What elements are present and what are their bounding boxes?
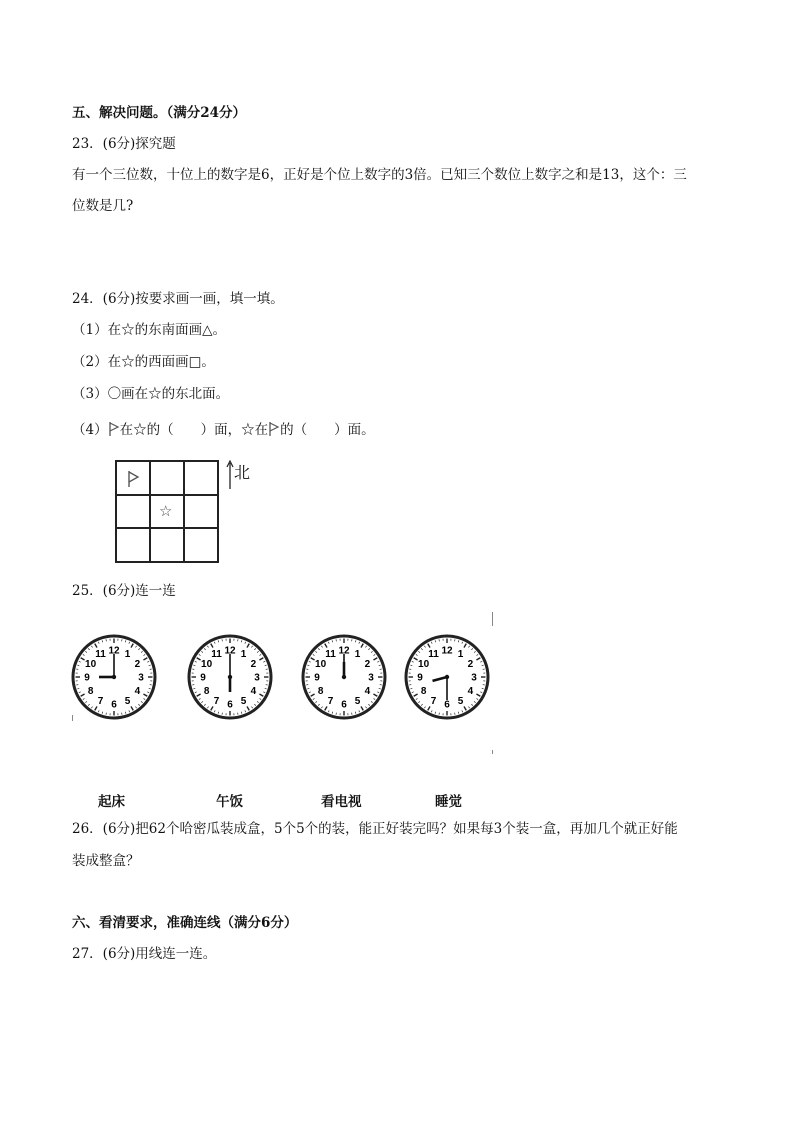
grid-cell <box>150 495 184 529</box>
clock-numeral: 8 <box>420 686 427 697</box>
q24-item4 <box>72 421 375 439</box>
clock-numeral: 10 <box>85 659 97 670</box>
grid-cell <box>116 461 150 495</box>
clock-numeral: 1 <box>240 649 247 661</box>
section5-title: 五、解决问题。（满分24分） <box>72 105 247 121</box>
q24-item4-prefix: （4） <box>72 422 108 438</box>
clock-center <box>228 675 232 679</box>
q26-line1: 26．(6分)把62个哈密瓜装成盒，5个5个的装，能正好装完吗？如果每3个装一盒，再加几个就正好能 <box>72 821 678 837</box>
clock-numeral: 4 <box>364 686 371 697</box>
clock-numeral: 5 <box>457 695 464 707</box>
clock-numeral: 9 <box>417 672 423 684</box>
clock-numeral: 1 <box>354 649 361 661</box>
clock-numeral: 7 <box>213 695 220 707</box>
clock-numeral: 8 <box>203 686 210 697</box>
grid-cell <box>150 528 184 562</box>
star-icon: ☆ <box>159 501 173 520</box>
clock-numeral: 2 <box>250 659 257 670</box>
clock-numeral: 8 <box>317 686 324 697</box>
clock-numeral: 6 <box>341 699 347 711</box>
clock-numeral: 11 <box>325 649 336 661</box>
clock-numeral: 12 <box>108 645 120 657</box>
clock-face <box>70 633 158 721</box>
clock-numeral: 9 <box>84 672 90 684</box>
clock-numeral: 6 <box>227 699 233 711</box>
clock-numeral: 5 <box>354 695 361 707</box>
clock-numeral: 10 <box>201 659 213 670</box>
grid-cell <box>184 461 218 495</box>
grid-cell <box>184 528 218 562</box>
clock-numeral: 2 <box>134 659 141 670</box>
clock-numeral: 3 <box>368 672 374 684</box>
q23-header: 23．(6分)探究题 <box>72 136 176 152</box>
north-label: 北 <box>234 463 251 482</box>
grid-cell <box>184 495 218 529</box>
flag-icon <box>108 421 120 437</box>
clock-numeral: 12 <box>338 645 350 657</box>
grid-cell <box>116 495 150 529</box>
clock-numeral: 10 <box>315 659 327 670</box>
flag-icon <box>127 470 141 488</box>
clock-numeral: 2 <box>364 659 371 670</box>
clock-center <box>342 675 346 679</box>
q24-item3: （3）〇画在☆的东北面。 <box>72 386 230 402</box>
clock-numeral: 11 <box>95 649 106 661</box>
q27-header: 27．(6分)用线连一连。 <box>72 946 217 962</box>
label-lunch: 午饭 <box>216 794 243 810</box>
label-sleep: 睡觉 <box>435 794 462 810</box>
label-getup: 起床 <box>98 794 125 810</box>
grid-cell <box>150 461 184 495</box>
clock-numeral: 6 <box>444 699 450 711</box>
clock-numeral: 5 <box>124 695 131 707</box>
north-indicator <box>226 460 250 490</box>
clock-numeral: 5 <box>240 695 247 707</box>
divider <box>492 750 493 754</box>
label-tv: 看电视 <box>321 794 362 810</box>
divider <box>492 612 493 626</box>
clock-numeral: 8 <box>87 686 94 697</box>
q24-item4-b: 的（ ）面。 <box>280 422 375 438</box>
direction-grid <box>115 460 219 563</box>
clock-numeral: 9 <box>314 672 320 684</box>
clock-face <box>186 633 274 721</box>
q26-line2: 装成整盒？ <box>72 853 140 869</box>
clock-numeral: 2 <box>467 659 474 670</box>
clock-numeral: 12 <box>224 645 236 657</box>
clock-numeral: 7 <box>327 695 334 707</box>
q23-line2: 位数是几? <box>72 198 134 214</box>
section6-title: 六、看清要求，准确连线（满分6分） <box>72 915 298 931</box>
clock-numeral: 7 <box>430 695 437 707</box>
clock-numeral: 3 <box>138 672 144 684</box>
q24-item4-a: 在☆的（ ）面，☆在 <box>119 422 269 438</box>
q25-header: 25．(6分)连一连 <box>72 583 176 599</box>
clock-numeral: 4 <box>134 686 141 697</box>
clock-center <box>445 675 449 679</box>
clock-numeral: 4 <box>467 686 474 697</box>
q24-header: 24．(6分)按要求画一画，填一填。 <box>72 291 284 307</box>
clock-numeral: 4 <box>250 686 257 697</box>
clock-numeral: 9 <box>200 672 206 684</box>
flag-icon <box>268 421 280 437</box>
clock-numeral: 1 <box>124 649 131 661</box>
grid-cell <box>116 528 150 562</box>
q24-item1: （1）在☆的东南面画△。 <box>72 322 226 338</box>
clock-numeral: 7 <box>97 695 104 707</box>
clock-numeral: 6 <box>111 699 117 711</box>
q24-item2: （2）在☆的西面画□。 <box>72 354 215 370</box>
clock-center <box>112 675 116 679</box>
clock-numeral: 3 <box>254 672 260 684</box>
north-arrow-icon <box>226 460 234 490</box>
clock-numeral: 12 <box>441 645 453 657</box>
clock-face <box>300 633 388 721</box>
clock-numeral: 10 <box>418 659 430 670</box>
clock-numeral: 11 <box>428 649 439 661</box>
clock-face <box>403 633 491 721</box>
clock-numeral: 3 <box>471 672 477 684</box>
clock-numeral: 11 <box>211 649 222 661</box>
clock-numeral: 1 <box>457 649 464 661</box>
q23-line1: 有一个三位数，十位上的数字是6，正好是个位上数字的3倍。已知三个数位上数字之和是13，这个：三 <box>72 167 687 183</box>
